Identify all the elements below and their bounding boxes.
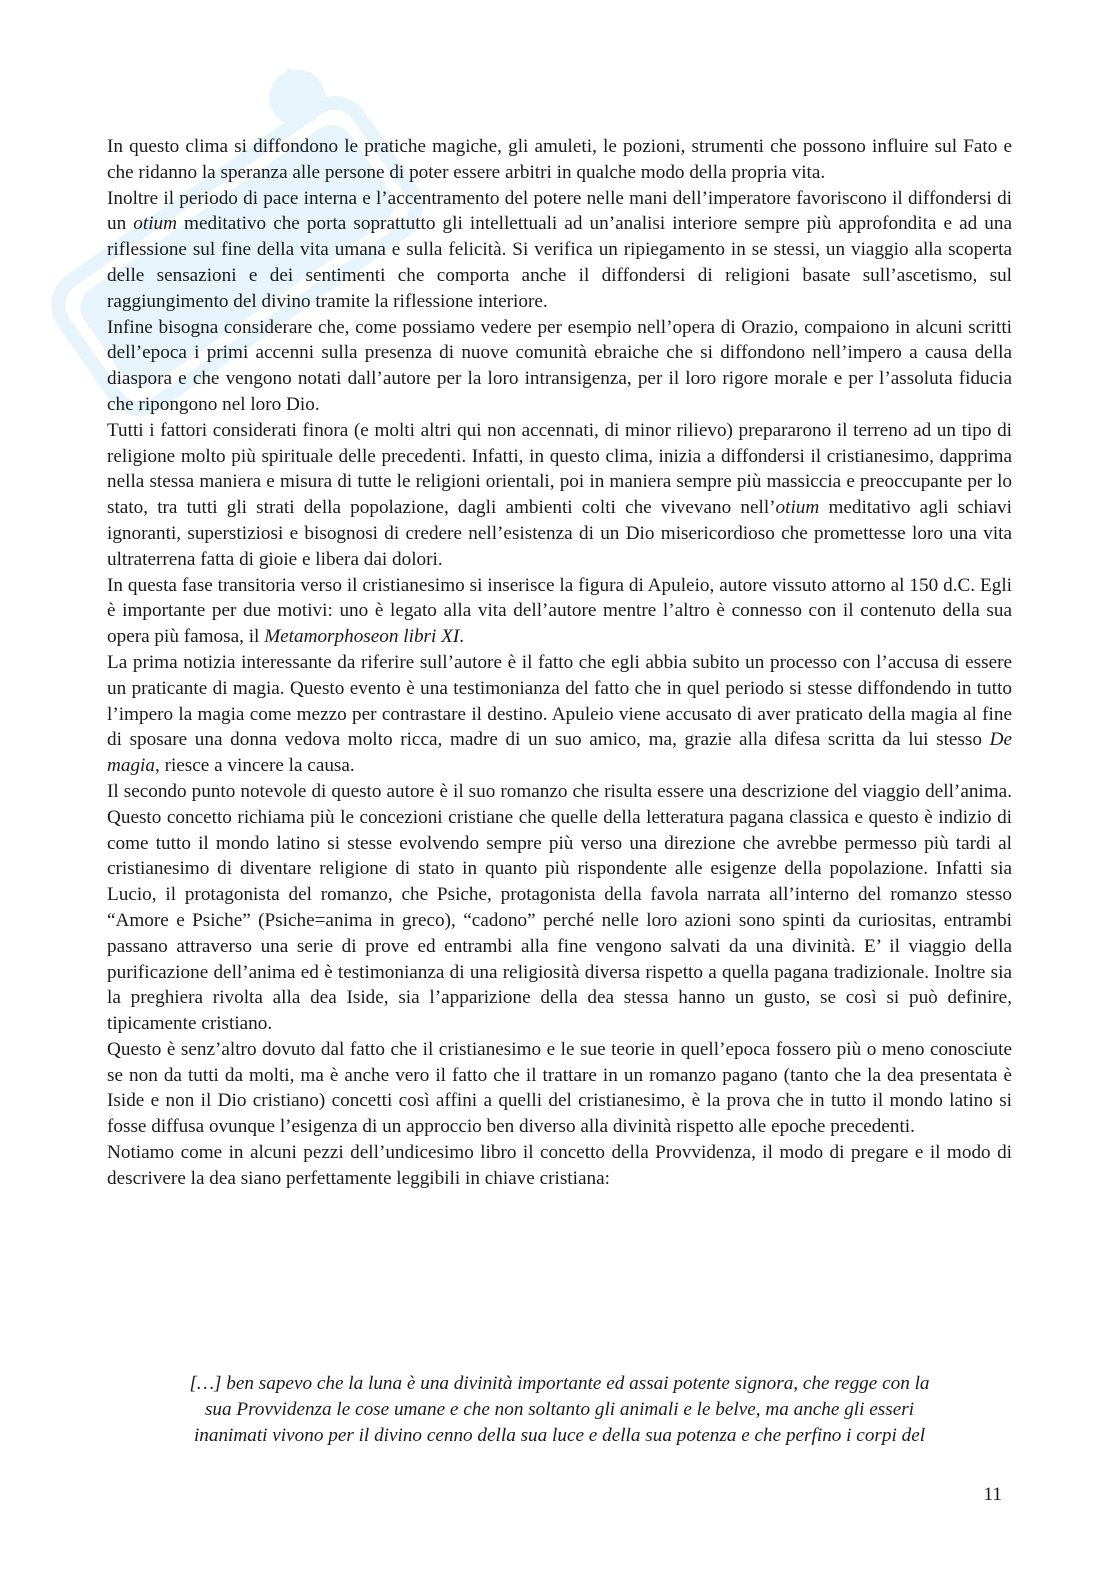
quote-line: sua Provvidenza le cose umane e che non soltanto gli animali e le belve, ma anche gli esseri [204,1398,915,1420]
text-run: meditativo agli schiavi ignoranti, superstiziosi e bisognosi di credere nell’esistenza di un Dio misericordioso che promettesse loro una vita ultraterrena fatta di gioie e libera dai dolori. [107,497,1012,570]
quote-line: inanimati vivono per il divino cenno della sua luce e della sua potenza e che perfino i corpi del [193,1424,926,1446]
quote-line: […] ben sapevo che la luna è una divinità importante ed assai potente signora, che regge con la [189,1373,930,1394]
paragraph [107,1037,1012,1140]
paragraph [107,418,1012,573]
text-run: La prima notizia interessante da riferire sull’autore è il fatto che egli abbia subito un processo con l’accusa di essere un praticante di magia. Questo evento è una testimonianza del fatto che in quel periodo si stesse diffondendo in tutto l’impero la magia come mezzo per contrastare il destino. Apuleio viene accusato di aver praticato della magia al fine di sposare una donna vedova molto ricca, madre di un suo amico, ma, grazie alla difesa scritta da lui stesso [107,651,1012,751]
italic-term: De magia [107,729,1012,777]
text-run: , riesce a vincere la causa. [154,755,355,777]
body-text [107,134,1012,1192]
block-quote [107,1371,1012,1448]
text-run: meditativo che porta soprattutto gli intellettuali ad un’analisi interiore sempre più approfondita e ad una riflessione sul fine della vita umana e sulla felicità. Si verifica un ripiegamento in se stessi, un viaggio alla scoperta delle sensazioni e dei sentimenti che comporta anche il diffondersi di religioni basate sull’ascetismo, sul raggiungimento del divino tramite la riflessione interiore. [107,213,1012,312]
text-run: Inoltre il periodo di pace interna e l’accentramento del potere nelle mani dell’imperatore favoriscono il diffondersi di un [107,187,1012,235]
text-run: Notiamo come in alcuni pezzi dell’undicesimo libro il concetto della Provvidenza, il modo di pregare e il modo di descrivere la dea siano perfettamente leggibili in chiave cristiana: [107,1142,1012,1189]
paragraph [107,315,1012,418]
text-run: . [459,626,465,648]
paragraph [107,573,1012,650]
paragraph [107,650,1012,779]
paragraph [107,779,1012,1037]
text-run: In questa fase transitoria verso il cristianesimo si inserisce la figura di Apuleio, autore vissuto attorno al 150 d.C. Egli è importante per due motivi: uno è legato alla vita dell’autore mentre l’altro è connesso con il contenuto della sua opera più famosa, il [107,574,1012,648]
paragraph [107,186,1012,315]
text-run: Il secondo punto notevole di questo autore è il suo romanzo che risulta essere una descrizione del viaggio dell’anima. Questo concetto richiama più le concezioni cristiane che quelle della letteratura pagana classica e questo è indizio di come tutto il mondo latino si stesse evolvendo sempre più verso una direzione che avrebbe permesso più tardi al cristianesimo di diventare religione di stato in quanto più rispondente alle esigenze della popolazione. Infatti sia Lucio, il protagonista del romanzo, che Psiche, protagonista della favola narrata all’interno del romanzo stesso “Amore e Psiche” (Psiche=anima in greco), “cadono” perché nelle loro azioni sono spinti da curiositas, entrambi passano attraverso una serie di prove ed entrambi alla fine vengono salvati da una divinità. E’ il viaggio della purificazione dell’anima ed è testimonianza di una religiosità diversa rispetto a quella pagana tradizionale. Inoltre sia la preghiera rivolta alla dea Iside, sia l’apparizione della dea stessa hanno un gusto, se così si può definire, tipicamente cristiano. [107,780,1012,1035]
italic-term: otium [133,213,177,235]
text-run: In questo clima si diffondono le pratiche magiche, gli amuleti, le pozioni, strumenti che possono influire sul Fato e che ridanno la speranza alle persone di poter essere arbitri in qualche modo della propria vita. [107,136,1012,183]
paragraph [107,134,1012,186]
page-number: 11 [983,1484,1002,1505]
text-run: Infine bisogna considerare che, come possiamo vedere per esempio nell’opera di Orazio, compaiono in alcuni scritti dell’epoca i primi accenni sulla presenza di nuove comunità ebraiche che si diffondono nell’impero a causa della diaspora e che vengono notati dall’autore per la loro intransigenza, per il loro rigore morale e per l’assoluta fiducia che ripongono nel loro Dio. [107,316,1012,415]
italic-term: otium [775,497,820,519]
paragraph [107,1140,1012,1192]
text-run: Tutti i fattori considerati finora (e molti altri qui non accennati, di minor rilievo) prepararono il terreno ad un tipo di religione molto più spirituale delle precedenti. Infatti, in questo clima, inizia a diffondersi il cristianesimo, dapprima nella stessa maniera e misura di tutte le religioni orientali, poi in maniera sempre più massiccia e preoccupante per lo stato, tra tutti gli strati della popolazione, dagli ambienti colti che vivevano nell’ [107,419,1012,519]
text-run: Questo è senz’altro dovuto dal fatto che il cristianesimo e le sue teorie in quell’epoca fossero più o meno conosciute se non da tutti da molti, ma è anche vero il fatto che il trattare in un romanzo pagano (tanto che la dea presentata è Iside e non il Dio cristiano) concetti così affini a quelli del cristianesimo, è la prova che in tutto il mondo latino si fosse diffusa ovunque l’esigenza di un approccio ben diverso alla divinità rispetto alle epoche precedenti. [107,1038,1012,1138]
italic-term: Metamorphoseon libri XI [264,626,460,648]
